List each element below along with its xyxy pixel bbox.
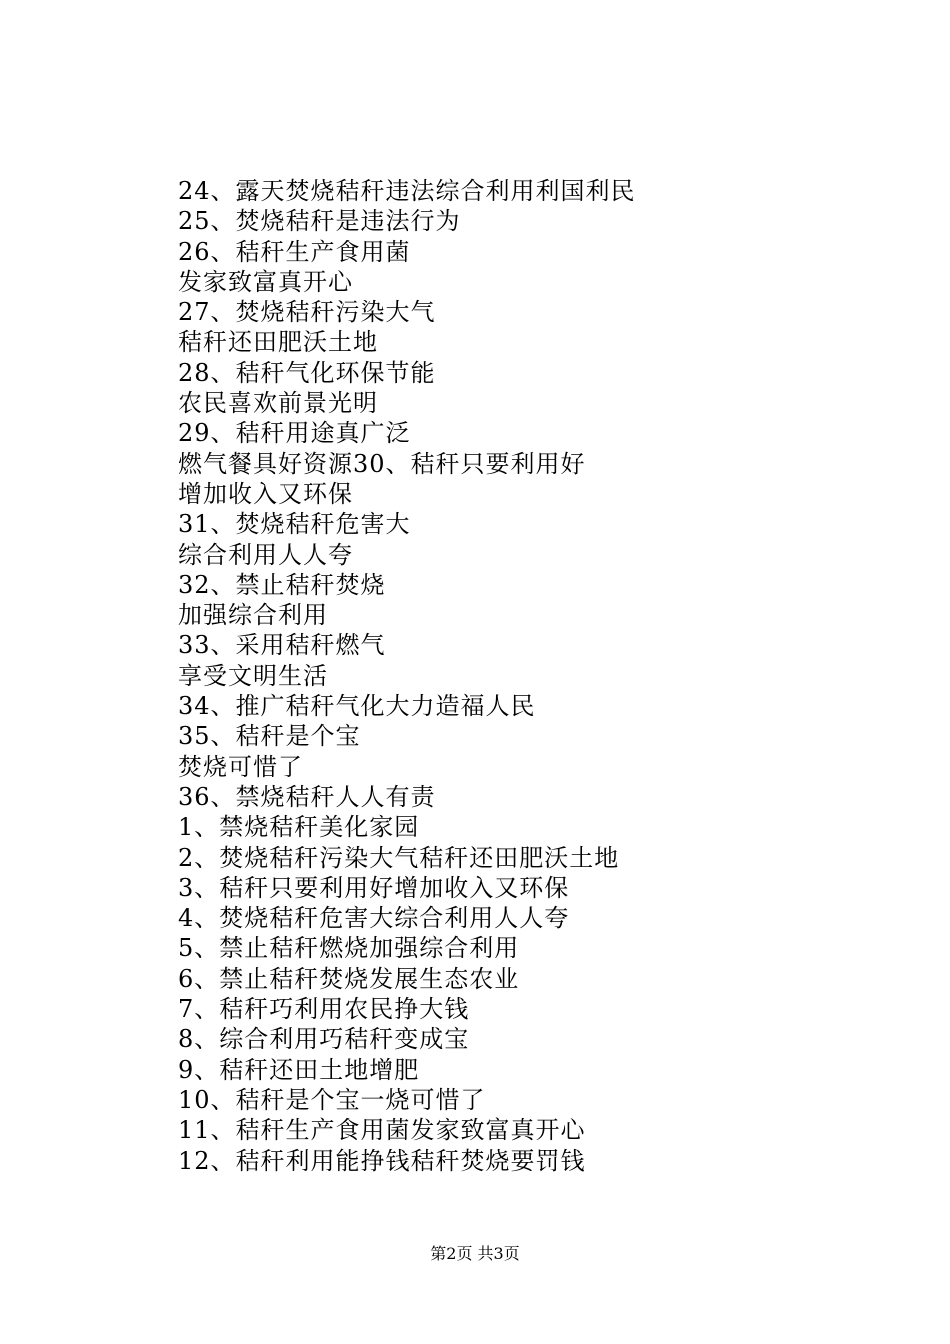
page-number-label: 第2页 共3页 — [430, 1244, 520, 1263]
slogan-line: 27、焚烧秸秆污染大气 — [178, 298, 436, 327]
slogan-line: 燃气餐具好资源30、秸秆只要利用好 — [178, 449, 586, 478]
slogan-line: 10、秸秆是个宝一烧可惜了 — [178, 1085, 486, 1114]
slogan-line: 32、禁止秸秆焚烧 — [178, 570, 386, 599]
slogan-line: 7、秸秆巧利用农民挣大钱 — [178, 995, 470, 1024]
slogan-line: 9、秸秆还田土地增肥 — [178, 1055, 420, 1084]
slogan-line: 农民喜欢前景光明 — [178, 389, 378, 418]
slogan-line: 1、禁烧秸秆美化家园 — [178, 813, 420, 842]
slogan-line: 34、推广秸秆气化大力造福人民 — [178, 692, 536, 721]
slogan-line: 35、秸秆是个宝 — [178, 722, 361, 751]
slogan-line: 焚烧可惜了 — [178, 752, 303, 781]
slogan-line: 11、秸秆生产食用菌发家致富真开心 — [178, 1116, 586, 1145]
slogan-line: 12、秸秆利用能挣钱秸秆焚烧要罚钱 — [178, 1146, 586, 1175]
slogan-line: 36、禁烧秸秆人人有责 — [178, 782, 436, 811]
slogan-line: 28、秸秆气化环保节能 — [178, 358, 436, 387]
slogan-list — [178, 176, 878, 1176]
page-footer — [0, 1242, 950, 1266]
slogan-line: 4、焚烧秸秆危害大综合利用人人夸 — [178, 904, 570, 933]
slogan-line: 8、综合利用巧秸秆变成宝 — [178, 1025, 470, 1054]
slogan-line: 5、禁止秸秆燃烧加强综合利用 — [178, 934, 520, 963]
slogan-line: 增加收入又环保 — [178, 479, 353, 508]
slogan-line: 33、采用秸秆燃气 — [178, 631, 386, 660]
slogan-line: 31、焚烧秸秆危害大 — [178, 510, 411, 539]
slogan-line: 26、秸秆生产食用菌 — [178, 237, 411, 266]
slogan-line: 25、焚烧秸秆是违法行为 — [178, 207, 461, 236]
slogan-line: 6、禁止秸秆焚烧发展生态农业 — [178, 964, 520, 993]
slogan-line: 综合利用人人夸 — [178, 540, 353, 569]
slogan-line: 发家致富真开心 — [178, 267, 353, 296]
slogan-line: 2、焚烧秸秆污染大气秸秆还田肥沃土地 — [178, 843, 620, 872]
slogan-line: 加强综合利用 — [178, 601, 328, 630]
slogan-line: 享受文明生活 — [178, 661, 328, 690]
slogan-line: 24、露天焚烧秸秆违法综合利用利国利民 — [178, 177, 636, 205]
slogan-line: 秸秆还田肥沃土地 — [178, 328, 378, 357]
slogan-line: 3、秸秆只要利用好增加收入又环保 — [178, 873, 570, 902]
slogan-line: 29、秸秆用途真广泛 — [178, 419, 411, 448]
